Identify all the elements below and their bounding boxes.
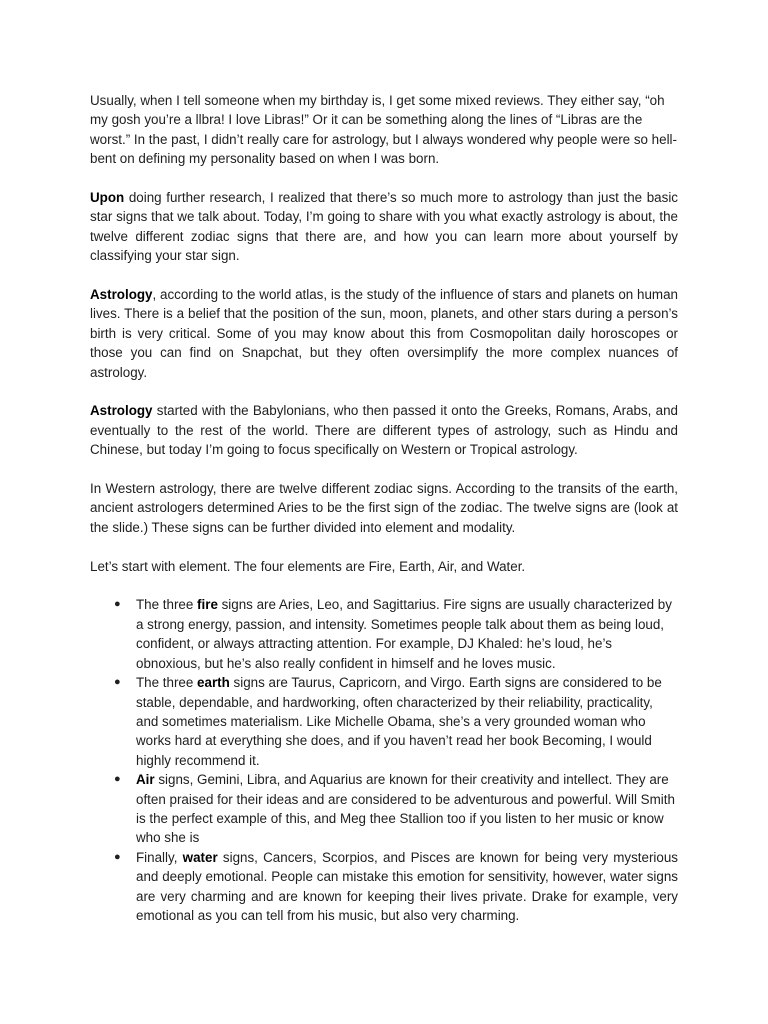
bullet-icon: ● <box>114 773 121 786</box>
bullet-icon: ● <box>114 598 121 611</box>
list-item-water <box>90 848 678 926</box>
list-item-text <box>136 595 678 673</box>
paragraph-intro <box>90 91 678 169</box>
list-item-fire <box>90 595 678 673</box>
bullet-icon: ● <box>114 676 121 689</box>
list-item-earth <box>90 673 678 770</box>
list-item-post: signs, Cancers, Scorpios, and Pisces are known for being very mysterious and deeply emotional. People can mistake this emotion for sensitivity, however, water signs are very charming and are known for keeping their lives private. Drake for example, very emotional as you can tell from his music, but also very charming. <box>136 849 678 923</box>
paragraph-definition <box>90 285 678 382</box>
list-item-bold: Air <box>136 772 155 788</box>
list-item-text <box>136 848 678 926</box>
paragraph-history-text: started with the Babylonians, who then passed it onto the Greeks, Romans, Arabs, and eventually to the rest of the world. There are different types of astrology, such as Hindu and Chinese, but today I’m going to focus specifically on Western or Tropical astrology. <box>90 403 678 458</box>
paragraph-elements-intro-text: Let’s start with element. The four elements are Fire, Earth, Air, and Water. <box>90 558 526 574</box>
paragraph-intro-text: Usually, when I tell someone when my birthday is, I get some mixed reviews. They either say, “oh my gosh you’re a llbra! I love Libras!” Or it can be something along the lines of “Libras are the worst.” In the past, I didn’t really care for astrology, but I always wondered why people were so hell-bent on defining my personality based on when I was born. <box>90 93 677 167</box>
paragraph-definition-text: , according to the world atlas, is the study of the influence of stars and planets on human lives. There is a belief that the position of the sun, moon, planets, and other stars during a person’s birth is very critical. Some of you may know about this from Cosmopolitan daily horoscopes or those you can find on Snapchat, but they often oversimplify the more complex nuances of astrology. <box>90 287 678 380</box>
list-item-post: signs, Gemini, Libra, and Aquarius are known for their creativity and intellect. They are often praised for their ideas and are considered to be adventurous and powerful. Will Smith is the perfect example of this, and Meg thee Stallion too if you listen to her music or know who she is <box>136 772 675 846</box>
list-item-text <box>136 770 678 848</box>
list-item-pre: The three <box>136 597 198 613</box>
list-item-air <box>90 770 678 848</box>
list-item-pre: Finally, <box>136 849 183 865</box>
paragraph-history <box>90 401 678 459</box>
bold-astrology-2: Astrology <box>90 403 153 419</box>
list-item-pre: The three <box>136 675 198 691</box>
list-item-bold: fire <box>197 597 218 613</box>
paragraph-research-text: doing further research, I realized that there’s so much more to astrology than just the basic star signs that we talk about. Today, I’m going to share with you what exactly astrology is about, the twelve different zodiac signs that there are, and how you can learn more about yourself by classifying your star sign. <box>90 190 678 264</box>
bullet-icon: ● <box>114 850 121 863</box>
list-item-post: signs are Taurus, Capricorn, and Virgo. Earth signs are considered to be stable, dependable, and hardworking, often characterized by their reliability, practicality, and sometimes materialism. Like Michelle Obama, she’s a very grounded woman who works hard at everything she does, and if you haven’t read her book Becoming, I would highly recommend it. <box>136 675 662 768</box>
document-page <box>90 91 678 925</box>
paragraph-elements-intro <box>90 557 678 576</box>
element-bullet-list <box>90 595 678 925</box>
paragraph-research <box>90 188 678 266</box>
list-item-bold: water <box>182 849 218 865</box>
list-item-text <box>136 673 678 770</box>
bold-upon: Upon <box>90 190 125 206</box>
list-item-bold: earth <box>197 675 230 691</box>
bold-astrology-1: Astrology <box>90 287 153 303</box>
list-item-post: signs are Aries, Leo, and Sagittarius. Fire signs are usually characterized by a strong energy, passion, and intensity. Sometimes people talk about them as being loud, confident, or always attracting attention. For example, DJ Khaled: he’s loud, he’s obnoxious, but he’s also really confident in himself and he loves music. <box>136 597 672 671</box>
paragraph-western <box>90 479 678 537</box>
paragraph-western-text: In Western astrology, there are twelve different zodiac signs. According to the transits of the earth, ancient astrologers determined Aries to be the first sign of the zodiac. The twelve signs are (look at the slide.) These signs can be further divided into element and modality. <box>90 481 678 535</box>
